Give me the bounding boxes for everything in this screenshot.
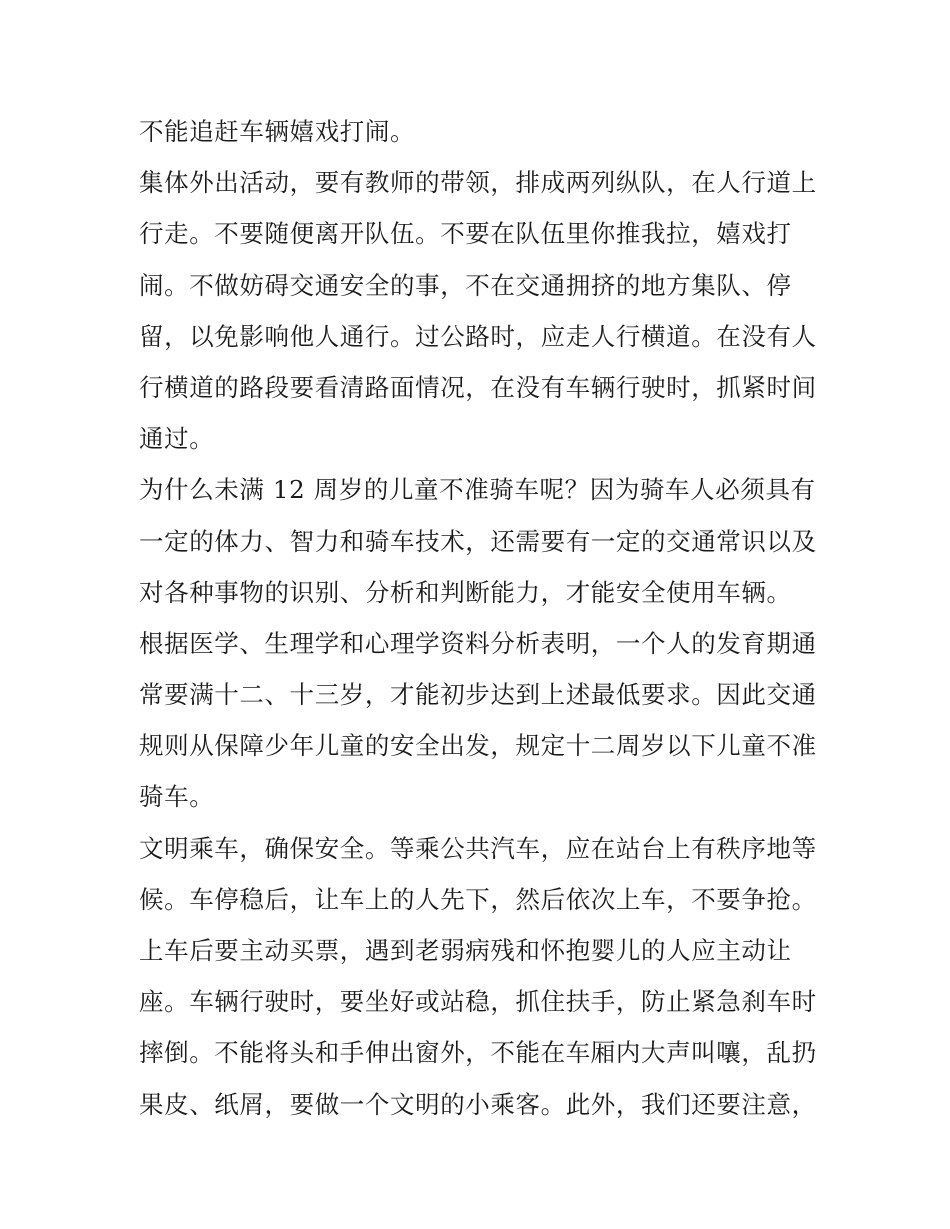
text-line: 骑车。 <box>139 782 215 812</box>
text-line: 果皮、纸屑，要做一个文明的小乘客。此外，我们还要注意， <box>139 1089 817 1119</box>
text-line: 留，以免影响他人通行。过公路时，应走人行横道。在没有人 <box>139 321 817 351</box>
text-line: 对各种事物的识别、分析和判断能力，才能安全使用车辆。 <box>139 577 792 607</box>
text-line: 座。车辆行驶时，要坐好或站稳，抓住扶手，防止紧急刹车时 <box>139 987 817 1017</box>
text-line: 行走。不要随便离开队伍。不要在队伍里你推我拉，嬉戏打 <box>139 219 792 249</box>
text-line: 行横道的路段要看清路面情况，在没有车辆行驶时，抓紧时间 <box>139 372 817 402</box>
text-line: 不能追赶车辆嬉戏打闹。 <box>139 117 416 146</box>
text-line: 候。车停稳后，让车上的人先下，然后依次上车，不要争抢。 <box>139 884 817 914</box>
text-line: 一定的体力、智力和骑车技术，还需要有一定的交通常识以及 <box>139 526 817 556</box>
text-line: 集体外出活动，要有教师的带领，排成两列纵队，在人行道上 <box>139 168 817 198</box>
body-text <box>139 106 819 1130</box>
text-line: 常要满十二、十三岁，才能初步达到上述最低要求。因此交通 <box>139 680 817 710</box>
text-line: 闹。不做妨碍交通安全的事，不在交通拥挤的地方集队、停 <box>139 270 792 300</box>
text-line: 上车后要主动买票，遇到老弱病残和怀抱婴儿的人应主动让 <box>139 936 792 965</box>
text-line: 摔倒。不能将头和手伸出窗外，不能在车厢内大声叫嚷，乱扔 <box>139 1038 817 1068</box>
text-line: 规则从保障少年儿童的安全出发，规定十二周岁以下儿童不准 <box>139 731 817 761</box>
text-line: 通过。 <box>139 424 215 454</box>
text-line: 为什么未满 12 周岁的儿童不准骑车呢？因为骑车人必须具有 <box>139 475 816 505</box>
text-line: 文明乘车，确保安全。等乘公共汽车，应在站台上有秩序地等 <box>139 833 817 863</box>
text-line: 根据医学、生理学和心理学资料分析表明，一个人的发育期通 <box>139 628 817 658</box>
